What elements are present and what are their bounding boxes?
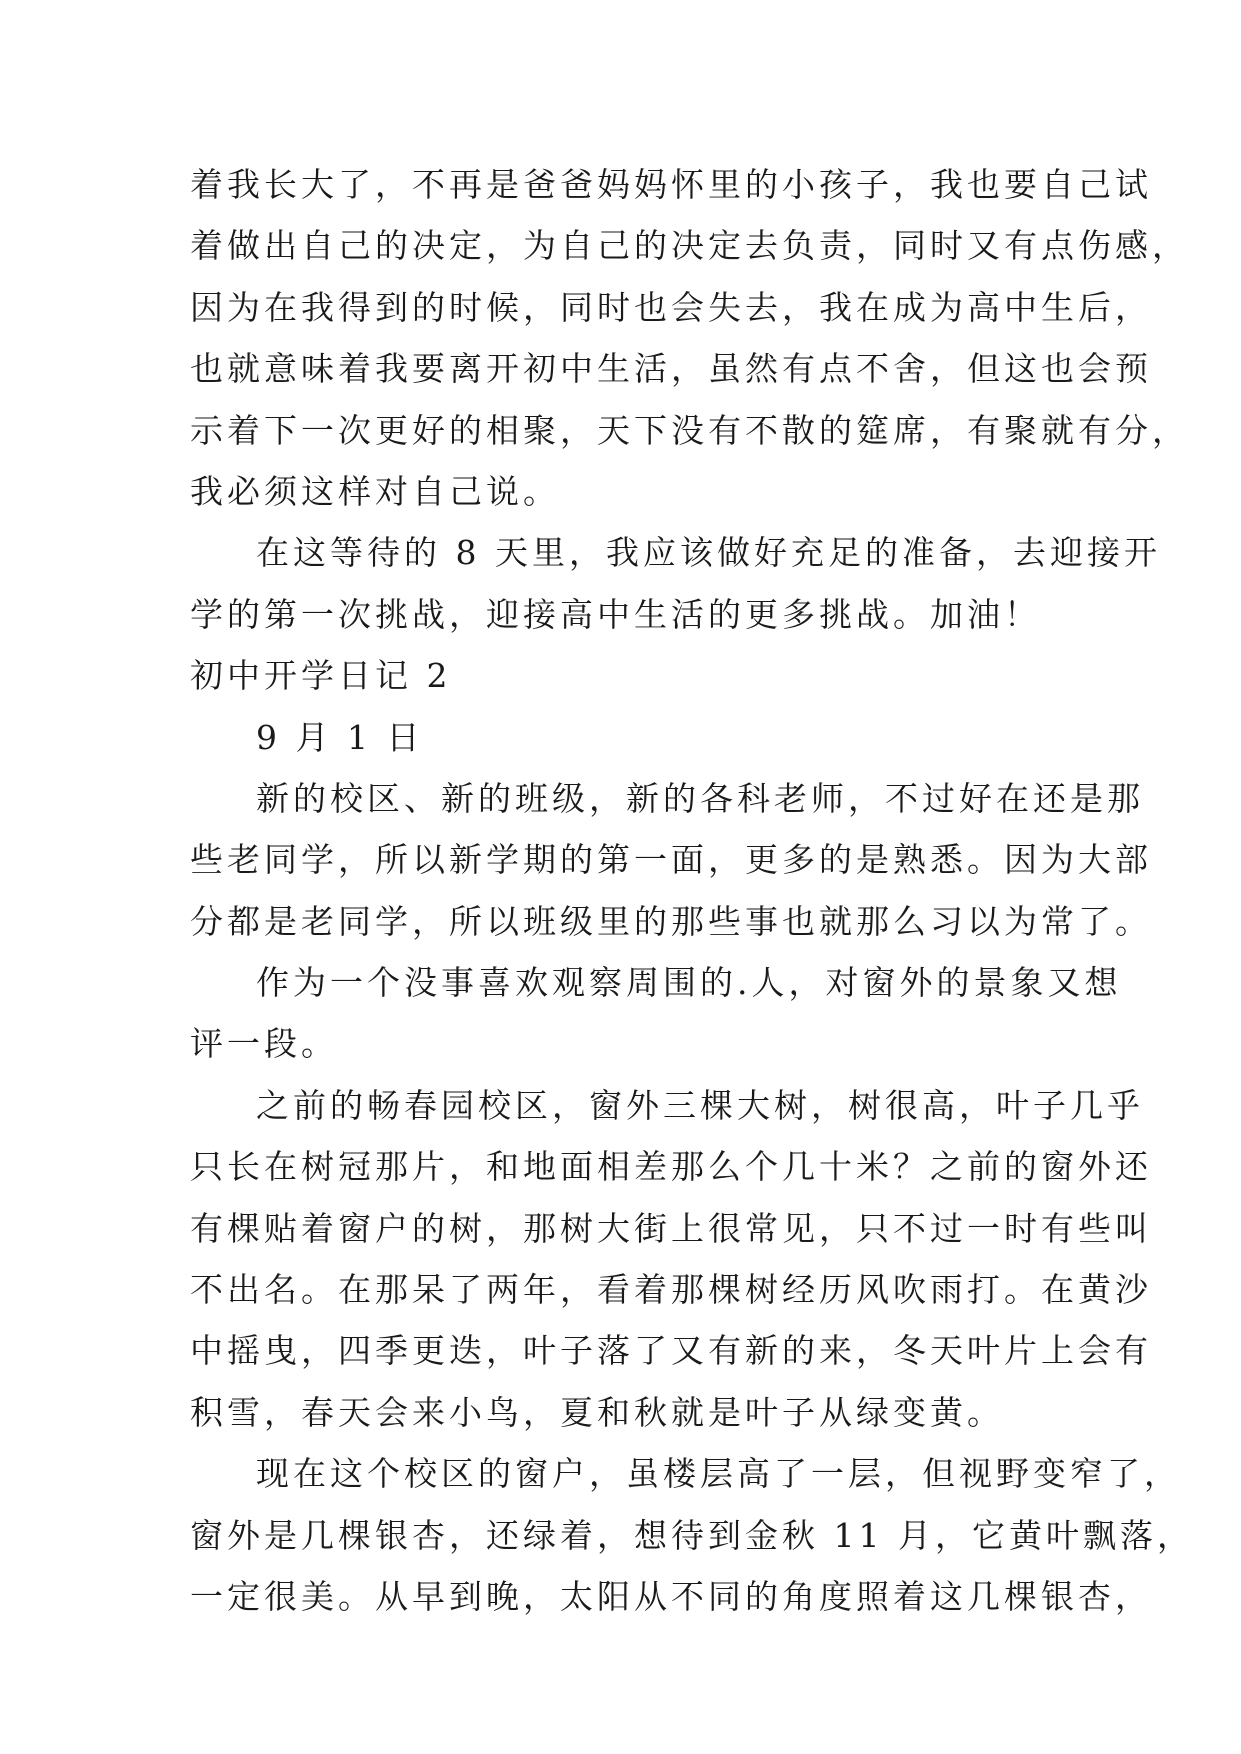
text-line: 因为在我得到的时候，同时也会失去，我在成为高中生后，	[190, 287, 1152, 327]
document-body	[190, 154, 1194, 1627]
paragraph-first-line: 现在这个校区的窗户，虽楼层高了一层，但视野变窄了，	[256, 1454, 1181, 1494]
text-line: 着我长大了，不再是爸爸妈妈怀里的小孩子，我也要自己试	[190, 165, 1152, 204]
text-line: 有棵贴着窗户的树，那树大街上很常见，只不过一时有些叫	[190, 1208, 1152, 1248]
text-line: 评一段。	[190, 1024, 338, 1064]
diary-date: 9 月 1 日	[256, 717, 424, 757]
text-line: 示着下一次更好的相聚，天下没有不散的筵席，有聚就有分，	[190, 410, 1189, 450]
text-line: 着做出自己的决定，为自己的决定去负责，同时又有点伤感，	[190, 226, 1189, 266]
paragraph-first-line: 新的校区、新的班级，新的各科老师，不过好在还是那	[256, 778, 1144, 818]
text-line: 中摇曳，四季更迭，叶子落了又有新的来，冬天叶片上会有	[190, 1331, 1152, 1371]
text-line: 分都是老同学，所以班级里的那些事也就那么习以为常了。	[190, 901, 1152, 941]
text-line: 不出名。在那呆了两年，看着那棵树经历风吹雨打。在黄沙	[190, 1270, 1152, 1310]
text-line: 积雪，春天会来小鸟，夏和秋就是叶子从绿变黄。	[190, 1392, 1004, 1432]
section-heading: 初中开学日记 2	[190, 656, 452, 696]
paragraph-first-line: 在这等待的 8 天里，我应该做好充足的准备，去迎接开	[256, 533, 1161, 573]
text-line: 一定很美。从早到晚，太阳从不同的角度照着这几棵银杏，	[190, 1576, 1152, 1616]
paragraph-first-line: 之前的畅春园校区，窗外三棵大树，树很高，叶子几乎	[256, 1085, 1144, 1125]
text-line: 些老同学，所以新学期的第一面，更多的是熟悉。因为大部	[190, 840, 1152, 880]
paragraph-first-line: 作为一个没事喜欢观察周围的.人，对窗外的景象又想	[256, 963, 1122, 1003]
text-line: 窗外是几棵银杏，还绿着，想待到金秋 11 月，它黄叶飘落，	[190, 1515, 1194, 1555]
text-line: 只长在树冠那片，和地面相差那么个几十米？之前的窗外还	[190, 1147, 1152, 1187]
text-line: 也就意味着我要离开初中生活，虽然有点不舍，但这也会预	[190, 349, 1152, 389]
text-line: 学的第一次挑战，迎接高中生活的更多挑战。加油！	[190, 594, 1041, 634]
text-line: 我必须这样对自己说。	[190, 471, 560, 511]
